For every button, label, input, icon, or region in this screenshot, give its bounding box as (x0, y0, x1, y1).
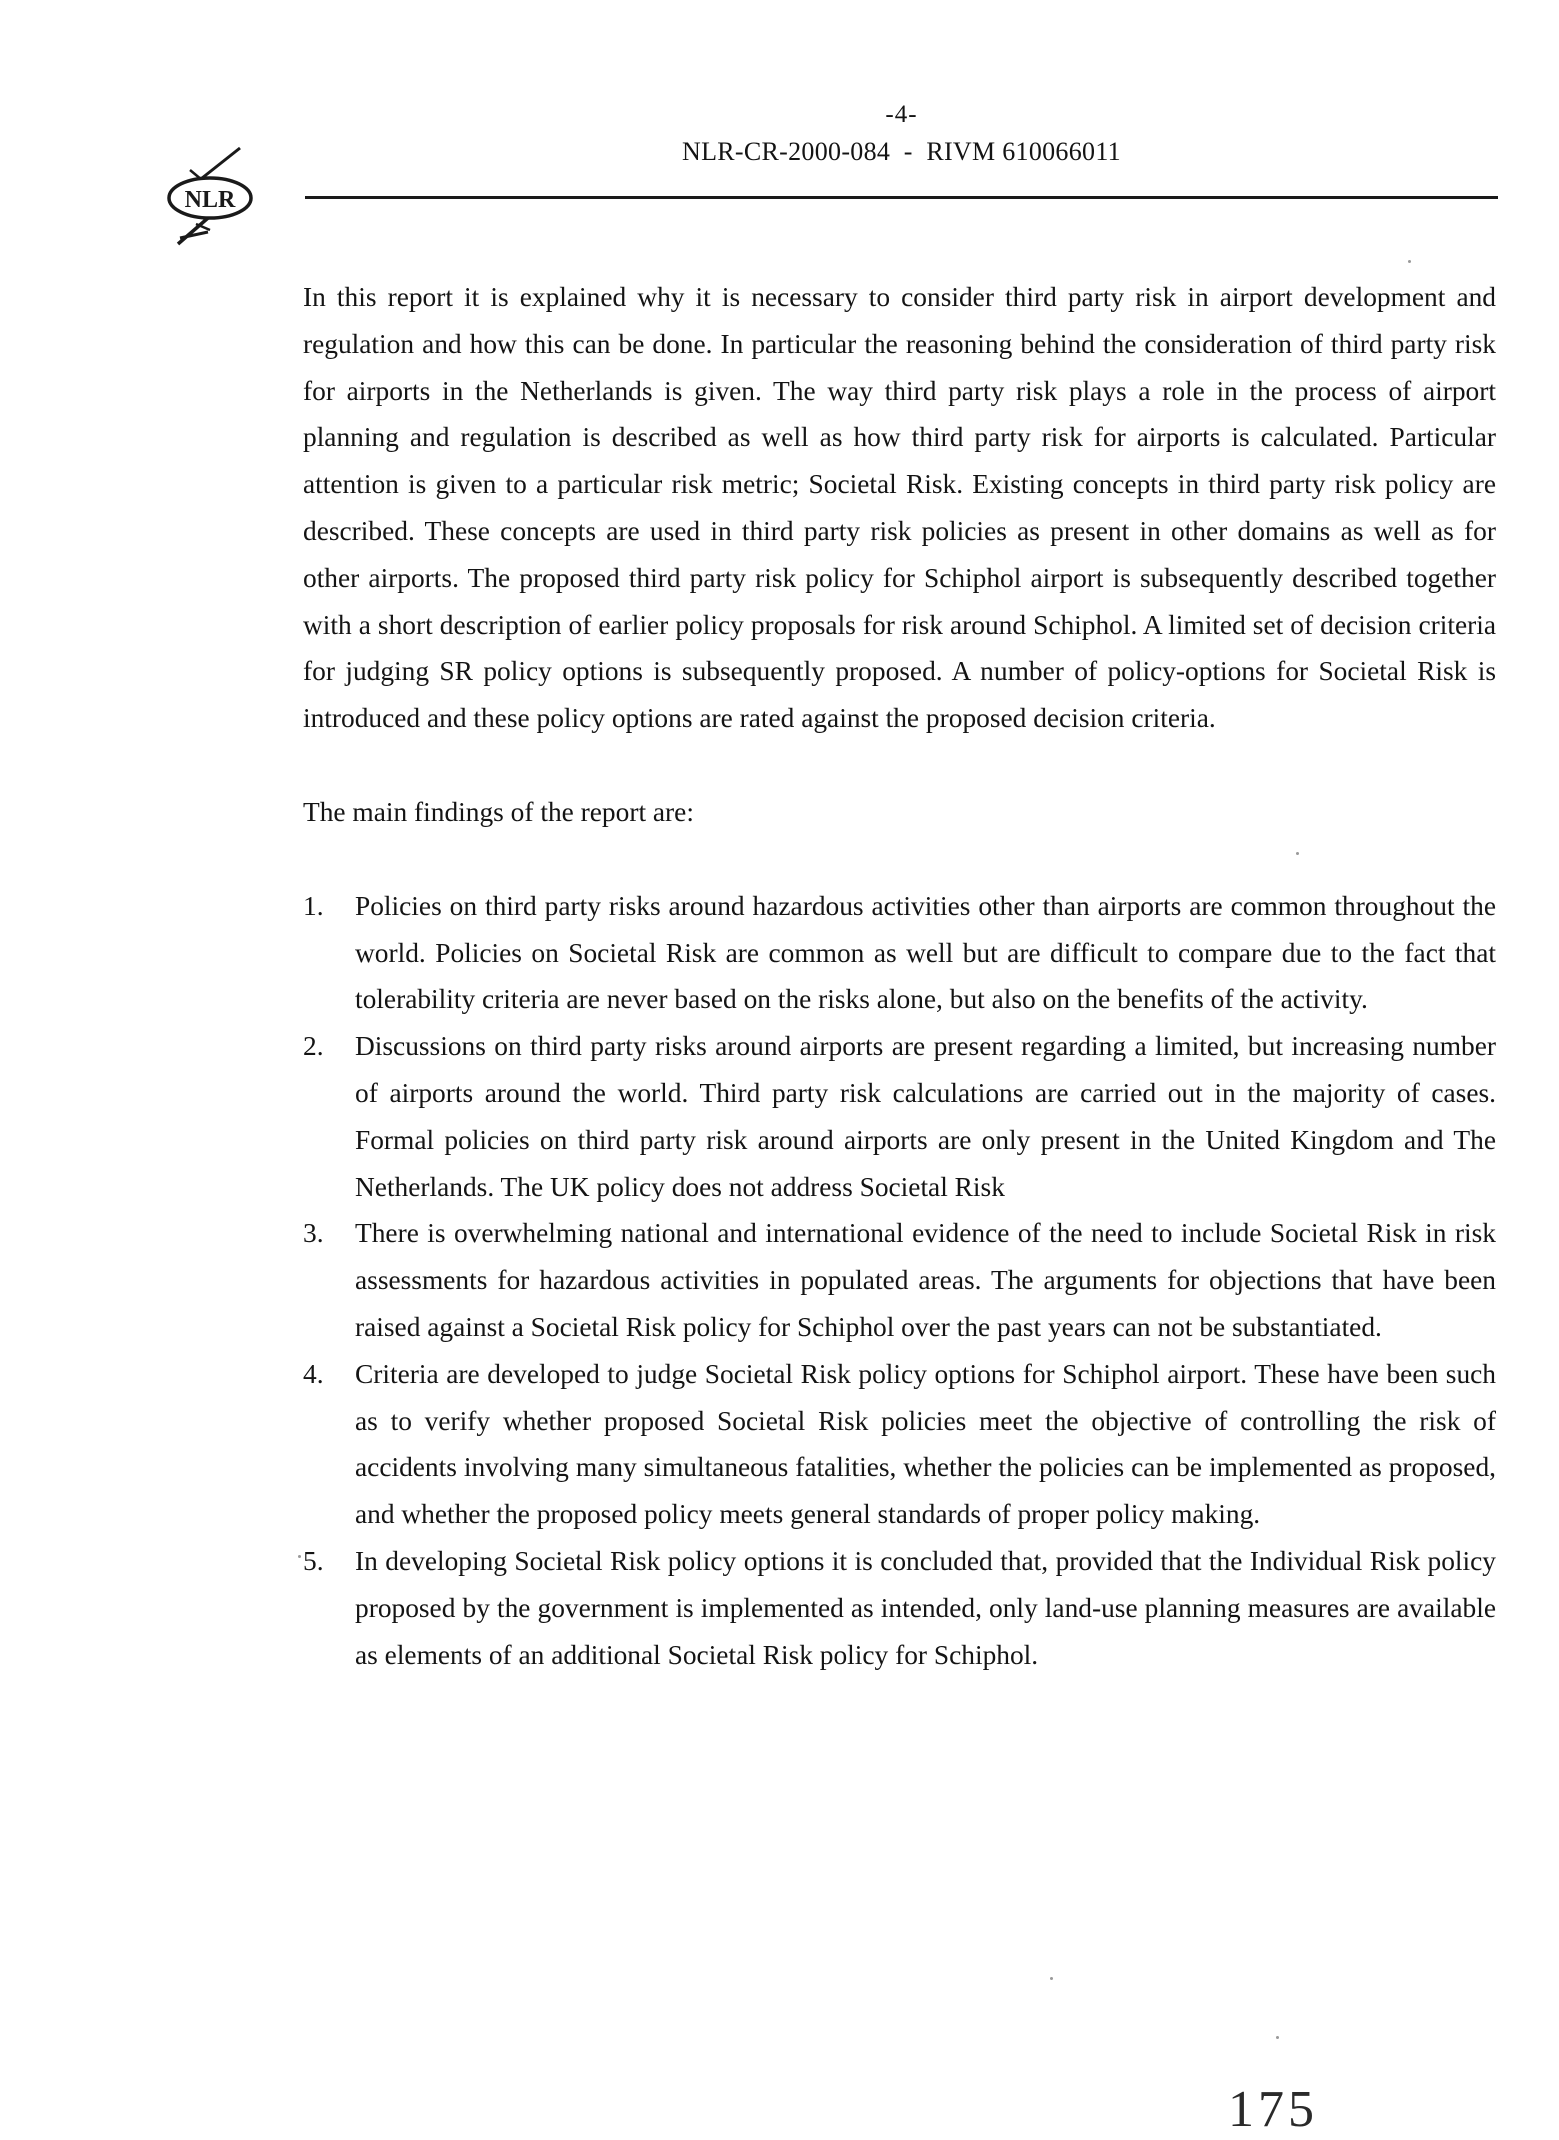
page-number: -4- (885, 101, 918, 128)
header-rule (305, 196, 1498, 199)
finding-item (303, 1023, 1496, 1210)
logo-text: NLR (184, 187, 236, 213)
scan-speck (298, 1555, 301, 1558)
main-content (303, 274, 1496, 1678)
finding-number: 5. (303, 1545, 324, 1576)
finding-number: 3. (303, 1218, 324, 1249)
report-id: NLR-CR-2000-084 - RIVM 610066011 (682, 137, 1121, 166)
nlr-logo (150, 140, 270, 248)
finding-number: 4. (303, 1358, 324, 1389)
findings-lead: The main findings of the report are: (303, 796, 694, 827)
findings-list (303, 883, 1496, 1679)
intro-paragraph: In this report it is explained why it is necessary to consider third party risk in airport development and regulation and how this can be done. In particular the reasoning behind the consideration of third party risk for airports in the Netherlands is given. The way third party risk plays a role in the process of airport planning and regulation is described as well as how third party risk for airports is calculated. Particular attention is given to a particular risk metric; Societal Risk. Existing concepts in third party risk policy are described. These concepts are used in third party risk policies as present in other domains as well as for other airports. The proposed third party risk policy for Schiphol airport is subsequently described together with a short description of earlier policy proposals for risk around Schiphol. A limited set of decision criteria for judging SR policy options is subsequently proposed. A number of policy-options for Societal Risk is introduced and these policy options are rated against the proposed decision criteria. (303, 282, 1496, 734)
stamp-number: 175 (1228, 2081, 1318, 2138)
scan-speck (1050, 1977, 1053, 1980)
page-header (305, 98, 1498, 172)
finding-text: Policies on third party risks around hazardous activities other than airports are common throughout the world. Policies on Societal Risk are common as well but are difficult to compare due to the fact that tolerability criteria are never based on the risks alone, but also on the benefits of the activity. (355, 890, 1496, 1015)
finding-number: 1. (303, 890, 324, 921)
finding-item (303, 1538, 1496, 1678)
finding-text: Discussions on third party risks around airports are present regarding a limited, but increasing number of airports around the world. Third party risk calculations are carried out in the majority of cases. Formal policies on third party risk around airports are only present in the United Kingdom and The Netherlands. The UK policy does not address Societal Risk (355, 1031, 1496, 1202)
finding-text: There is overwhelming national and international evidence of the need to include Societal Risk in risk assessments for hazardous activities in populated areas. The arguments for objections that have been raised against a Societal Risk policy for Schiphol over the past years can not be substantiated. (355, 1218, 1496, 1342)
finding-item (303, 1210, 1496, 1350)
finding-text: Criteria are developed to judge Societal Risk policy options for Schiphol airport. These have been such as to verify whether proposed Societal Risk policies meet the objective of controlling the risk of accidents involving many simultaneous fatalities, whether the policies can be implemented as proposed, and whether the proposed policy meets general standards of proper policy making. (355, 1358, 1496, 1530)
finding-number: 2. (303, 1031, 324, 1062)
scan-speck (1296, 852, 1299, 855)
finding-text: In developing Societal Risk policy options it is concluded that, provided that the Individual Risk policy proposed by the government is implemented as intended, only land-use planning measures are available as elements of an additional Societal Risk policy for Schiphol. (355, 1545, 1496, 1670)
scan-speck (1408, 260, 1411, 263)
finding-item (303, 1351, 1496, 1538)
finding-item (303, 883, 1496, 1023)
scan-speck (1276, 2036, 1279, 2039)
